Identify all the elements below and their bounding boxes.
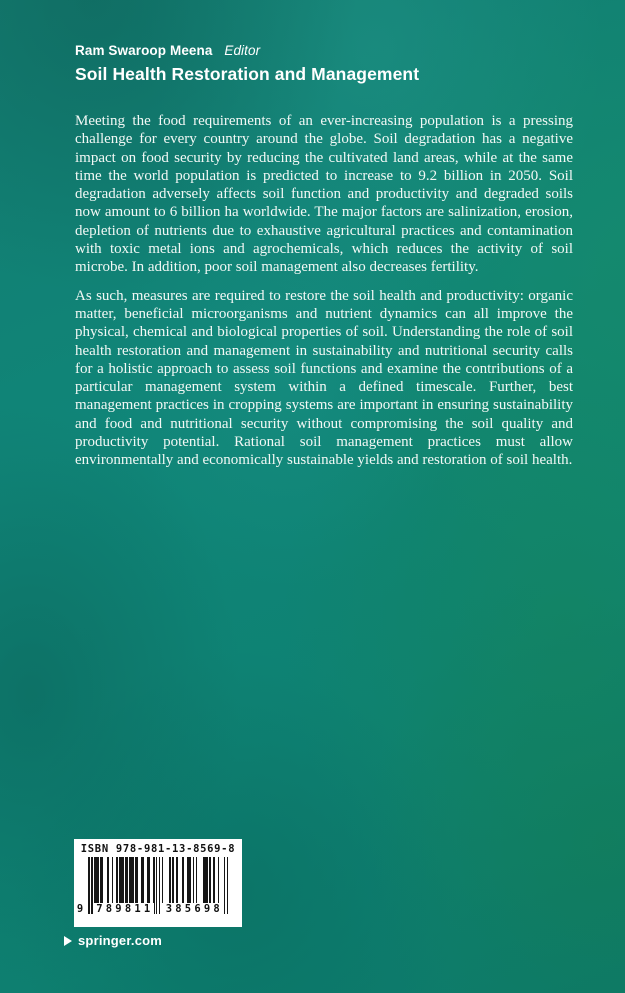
publisher-footer	[64, 933, 162, 948]
barcode-bars	[76, 857, 228, 915]
arrow-right-icon	[64, 936, 72, 946]
synopsis-text	[75, 112, 573, 480]
publisher-url: springer.com	[78, 933, 163, 948]
isbn-label: ISBN 978-981-13-8569-8	[80, 843, 236, 855]
editor-role-label: Editor	[224, 43, 261, 58]
isbn-barcode-panel	[74, 839, 242, 927]
cover-header	[75, 43, 419, 85]
barcode-digit-group-right: 385698	[162, 903, 224, 915]
synopsis-paragraph-1: Meeting the food requirements of an ever-increasing population is a pressing challenge for every country around the globe. Soil degradation has a negative impact on food security by reducing the cultivated land areas, while at the same time the world population is predicted to increase to 9.2 billion in 2050. Soil degradation adversely affects soil function and productivity and degraded soils now amount to 6 billion ha worldwide. The major factors are salinization, erosion, depletion of nutrients due to exhaustive agricultural practices and contamination with toxic metal ions and agrochemicals, which reduces the activity of soil microbe. In addition, poor soil management also decreases fertility.	[75, 113, 573, 276]
barcode-lead-digit: 9	[76, 903, 84, 915]
editor-line	[75, 43, 419, 58]
barcode-digit-group-left: 789811	[93, 903, 155, 915]
editor-name: Ram Swaroop Meena	[75, 43, 213, 58]
synopsis-paragraph-2: As such, measures are required to restore the soil health and productivity: organic matter, beneficial microorganisms and nutrient dynamics can all improve the physical, chemical and biological properties of soil. Understanding the role of soil health restoration and management in sustainability and nutritional security calls for a holistic approach to assess soil functions and examine the contributions of a particular management system within a defined timescale. Further, best management practices in cropping systems are important in ensuring sustainability and food and nutritional security without compromising the soil quality and productivity potential. Rational soil management practices must allow environmentally and economically sustainable yields and restoration of soil health.	[75, 287, 573, 469]
book-title: Soil Health Restoration and Management	[75, 64, 420, 84]
